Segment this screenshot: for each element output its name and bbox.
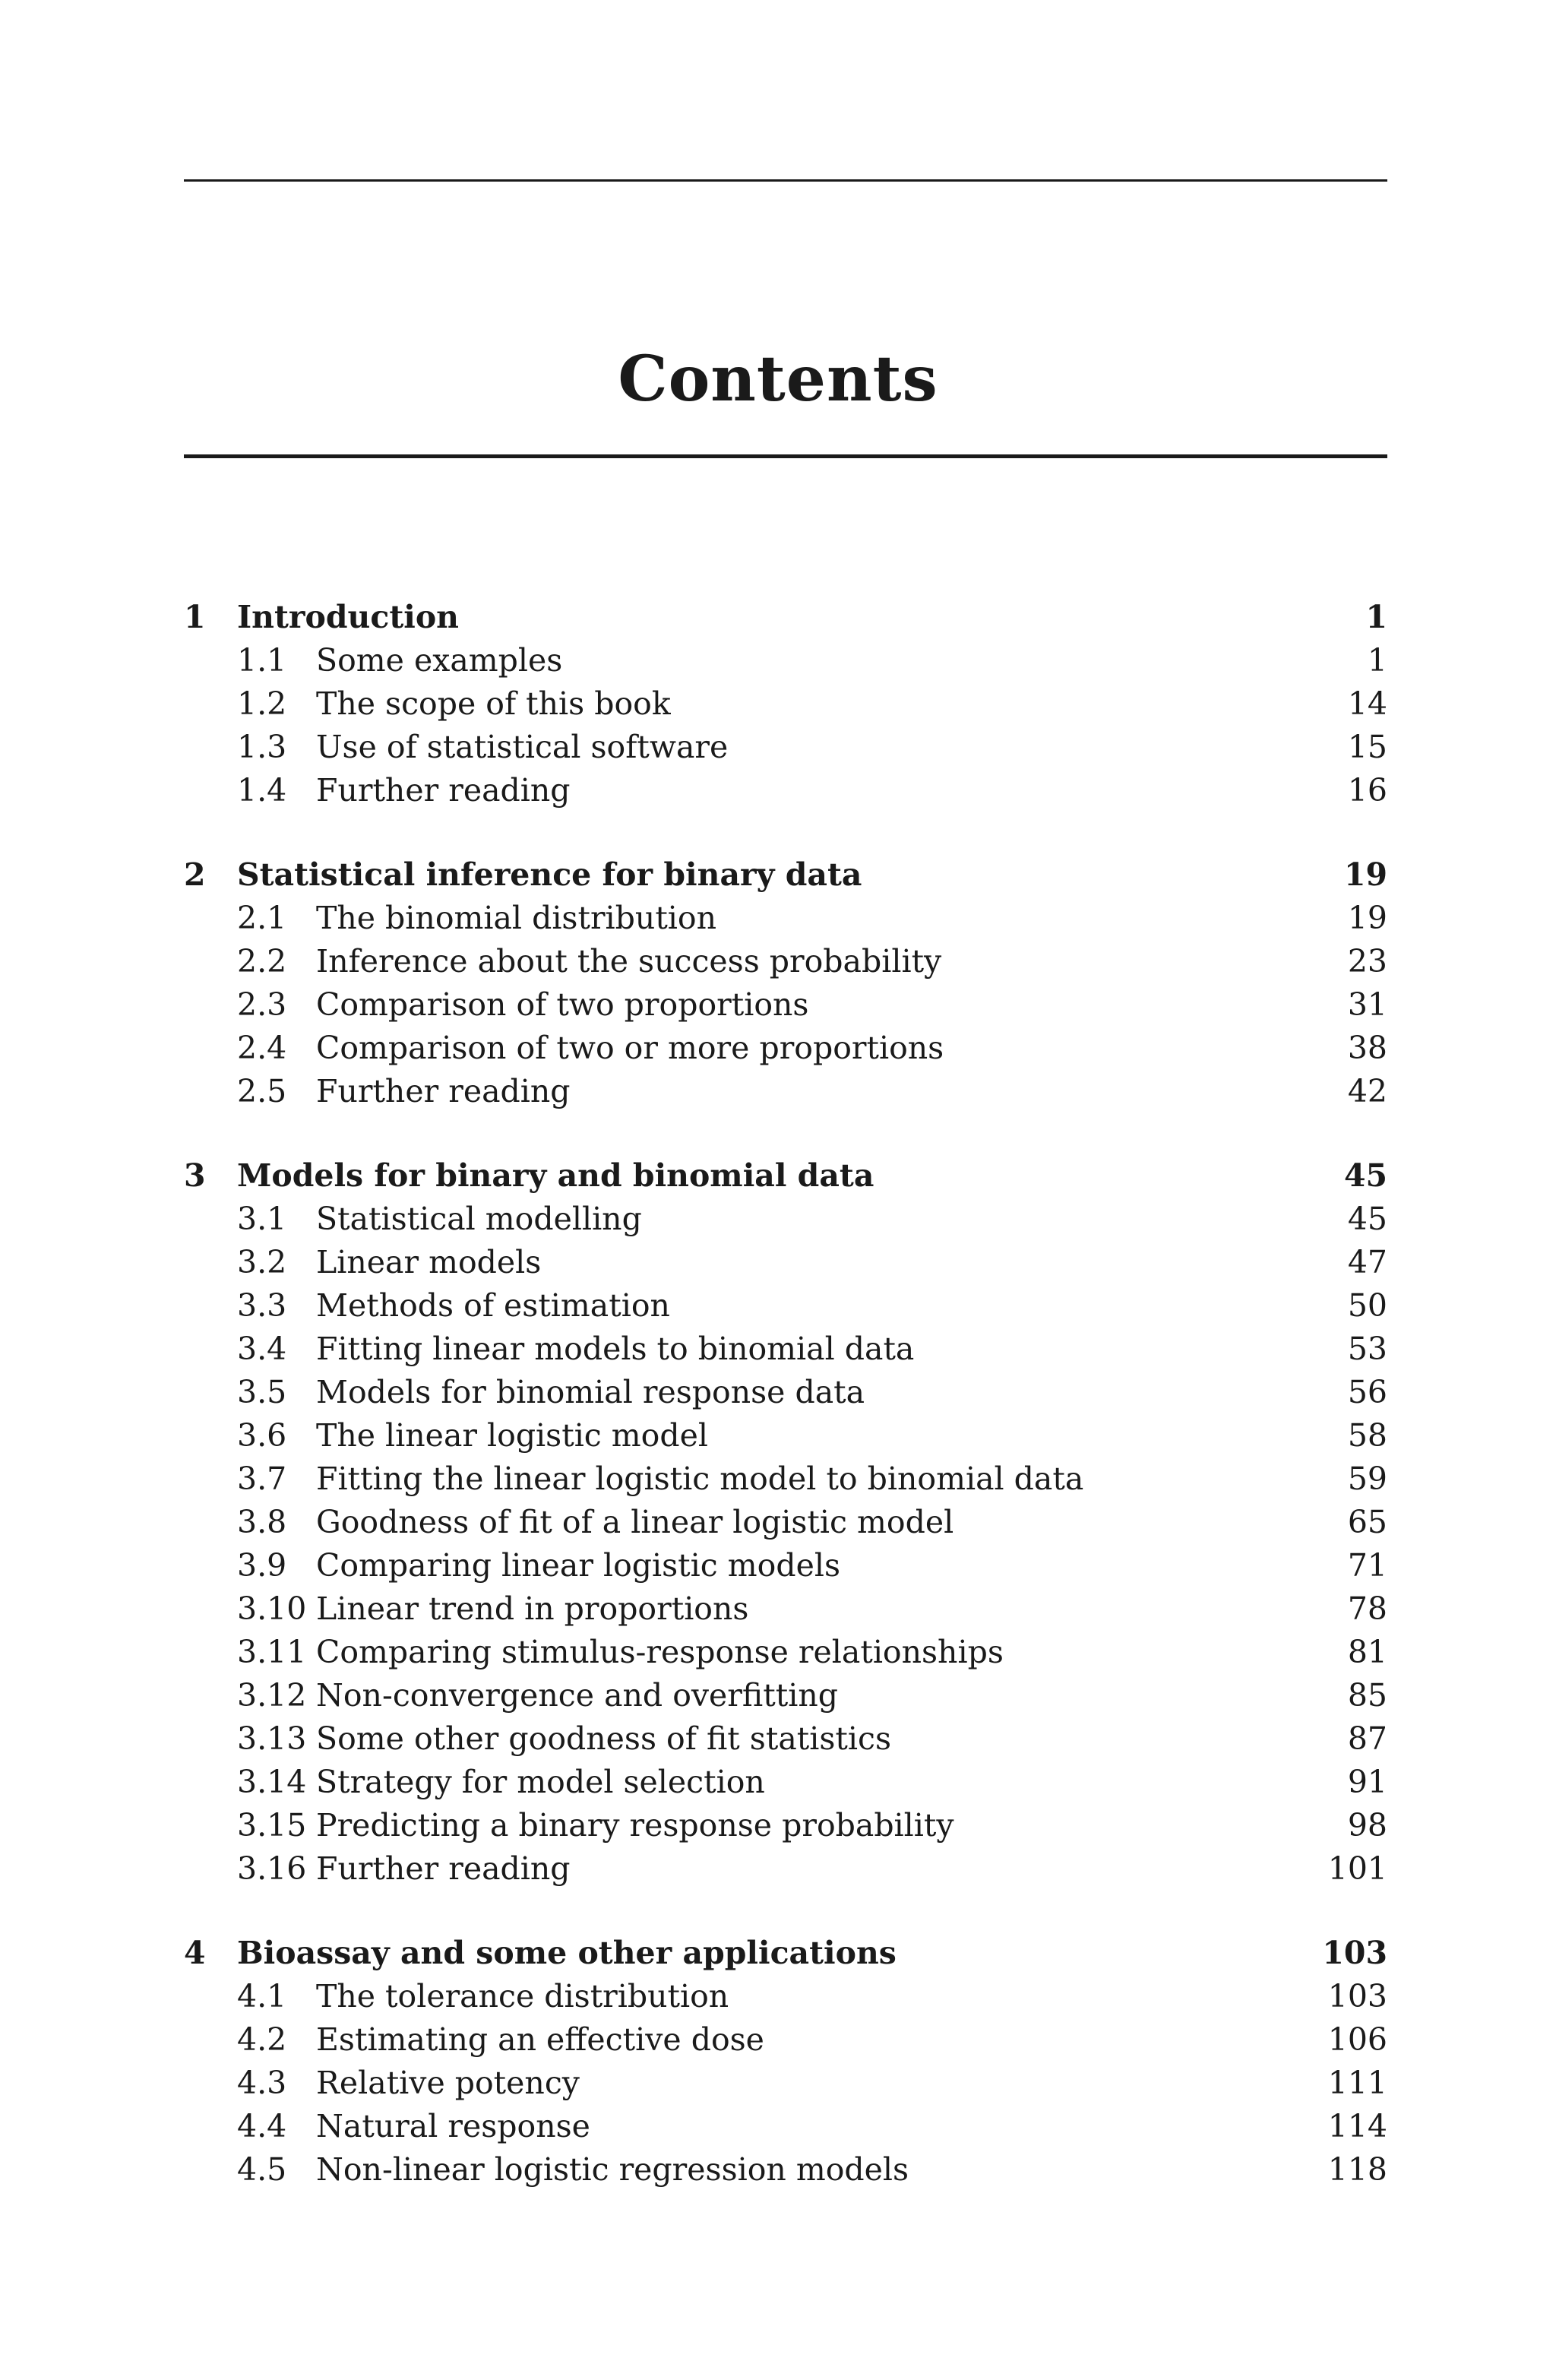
section-title: Some other goodness of fit statistics — [316, 1720, 891, 1757]
section-number: 3.12 — [237, 1677, 307, 1714]
toc-section-row[interactable] — [184, 983, 1387, 1027]
section-title: Models for binomial response data — [316, 1374, 865, 1410]
section-page-number: 91 — [1347, 1764, 1387, 1800]
section-page-number: 65 — [1347, 1504, 1387, 1540]
section-title: Fitting linear models to binomial data — [316, 1331, 915, 1367]
section-number: 4.3 — [237, 2065, 287, 2101]
chapter-page-number: 103 — [1322, 1935, 1387, 1971]
toc-chapter — [184, 853, 1387, 1113]
section-page-number: 78 — [1347, 1590, 1387, 1627]
section-title: Comparison of two proportions — [316, 986, 809, 1023]
section-page-number: 71 — [1347, 1547, 1387, 1584]
section-title: Natural response — [316, 2108, 590, 2144]
chapter-page-number: 45 — [1343, 1157, 1387, 1194]
chapter-page-number: 19 — [1343, 856, 1387, 893]
section-page-number: 53 — [1347, 1331, 1387, 1367]
section-title: Further reading — [316, 1850, 571, 1887]
toc-section-row[interactable] — [184, 2148, 1387, 2192]
section-number: 3.4 — [237, 1331, 287, 1367]
section-number: 3.8 — [237, 1504, 287, 1540]
section-page-number: 31 — [1347, 986, 1387, 1023]
section-number: 3.2 — [237, 1244, 287, 1280]
section-number: 3.14 — [237, 1764, 307, 1800]
toc-section-row[interactable] — [184, 1328, 1387, 1371]
section-page-number: 106 — [1327, 2021, 1387, 2058]
section-page-number: 103 — [1327, 1978, 1387, 2014]
section-title: Comparing stimulus-response relationships — [316, 1634, 1004, 1670]
section-number: 2.2 — [237, 943, 287, 980]
section-title: Estimating an effective dose — [316, 2021, 764, 2058]
chapter-number: 1 — [184, 599, 206, 635]
section-page-number: 114 — [1327, 2108, 1387, 2144]
section-page-number: 59 — [1347, 1461, 1387, 1497]
section-number: 2.4 — [237, 1030, 287, 1066]
section-title: Inference about the success probability — [316, 943, 942, 980]
section-page-number: 16 — [1347, 772, 1387, 809]
section-number: 3.9 — [237, 1547, 287, 1584]
section-title: Non-convergence and overfitting — [316, 1677, 838, 1714]
section-title: Comparison of two or more proportions — [316, 1030, 944, 1066]
toc-section-row[interactable] — [184, 1027, 1387, 1070]
section-number: 3.3 — [237, 1287, 287, 1324]
section-page-number: 50 — [1347, 1287, 1387, 1324]
section-page-number: 58 — [1347, 1417, 1387, 1454]
toc-section-row[interactable] — [184, 940, 1387, 983]
section-title: Fitting the linear logistic model to binomial data — [316, 1461, 1084, 1497]
section-page-number: 111 — [1327, 2065, 1387, 2101]
section-number: 3.5 — [237, 1374, 287, 1410]
top-rule — [184, 179, 1387, 182]
section-number: 3.16 — [237, 1850, 307, 1887]
toc-section-row[interactable] — [184, 2018, 1387, 2062]
chapter-page-number: 1 — [1365, 599, 1387, 635]
section-number: 3.6 — [237, 1417, 287, 1454]
section-number: 3.10 — [237, 1590, 307, 1627]
toc-chapter-row[interactable] — [184, 1154, 1387, 1198]
toc-chapter-row[interactable] — [184, 1932, 1387, 1975]
section-title: The scope of this book — [316, 685, 671, 722]
section-number: 1.3 — [237, 729, 287, 765]
toc-chapter — [184, 1932, 1387, 2192]
toc-section-row[interactable] — [184, 1847, 1387, 1891]
section-page-number: 1 — [1367, 642, 1387, 679]
section-page-number: 19 — [1347, 900, 1387, 936]
section-page-number: 42 — [1347, 1073, 1387, 1109]
section-title: Comparing linear logistic models — [316, 1547, 840, 1584]
toc-chapter — [184, 1154, 1387, 1891]
section-number: 4.2 — [237, 2021, 287, 2058]
chapter-number: 4 — [184, 1935, 206, 1971]
section-page-number: 101 — [1327, 1850, 1387, 1887]
toc-chapter-row[interactable] — [184, 596, 1387, 639]
section-number: 3.7 — [237, 1461, 287, 1497]
section-number: 4.5 — [237, 2151, 287, 2188]
title-rule — [184, 454, 1387, 458]
section-page-number: 98 — [1347, 1807, 1387, 1844]
section-page-number: 38 — [1347, 1030, 1387, 1066]
section-title: Linear trend in proportions — [316, 1590, 749, 1627]
toc-section-row[interactable] — [184, 1070, 1387, 1113]
section-title: Methods of estimation — [316, 1287, 670, 1324]
toc-section-row[interactable] — [184, 1975, 1387, 2018]
toc-section-row[interactable] — [184, 1804, 1387, 1847]
section-number: 3.13 — [237, 1720, 307, 1757]
toc-section-row[interactable] — [184, 1241, 1387, 1284]
toc-section-row[interactable] — [184, 639, 1387, 682]
toc-section-row[interactable] — [184, 897, 1387, 940]
toc-section-row[interactable] — [184, 1284, 1387, 1328]
section-page-number: 47 — [1347, 1244, 1387, 1280]
section-title: Further reading — [316, 1073, 571, 1109]
section-number: 2.1 — [237, 900, 287, 936]
chapter-title: Bioassay and some other applications — [237, 1935, 897, 1971]
toc-section-row[interactable] — [184, 1198, 1387, 1241]
section-title: Some examples — [316, 642, 563, 679]
section-title: Relative potency — [316, 2065, 580, 2101]
chapter-number: 3 — [184, 1157, 206, 1194]
toc-section-row[interactable] — [184, 1501, 1387, 1544]
section-page-number: 118 — [1327, 2151, 1387, 2188]
toc-section-row[interactable] — [184, 769, 1387, 812]
section-title: The binomial distribution — [316, 900, 716, 936]
toc-section-row[interactable] — [184, 1371, 1387, 1414]
chapter-title: Models for binary and binomial data — [237, 1157, 874, 1194]
chapter-title: Statistical inference for binary data — [237, 856, 862, 893]
section-title: The tolerance distribution — [316, 1978, 729, 2014]
toc-section-row[interactable] — [184, 2062, 1387, 2105]
section-page-number: 87 — [1347, 1720, 1387, 1757]
section-title: Linear models — [316, 1244, 542, 1280]
section-title: Non-linear logistic regression models — [316, 2151, 909, 2188]
section-page-number: 45 — [1347, 1201, 1387, 1237]
toc-section-row[interactable] — [184, 1587, 1387, 1631]
section-title: Strategy for model selection — [316, 1764, 765, 1800]
section-page-number: 15 — [1347, 729, 1387, 765]
section-page-number: 23 — [1347, 943, 1387, 980]
section-number: 1.4 — [237, 772, 287, 809]
section-number: 3.15 — [237, 1807, 307, 1844]
section-number: 2.3 — [237, 986, 287, 1023]
toc-section-row[interactable] — [184, 682, 1387, 726]
section-page-number: 56 — [1347, 1374, 1387, 1410]
section-title: Use of statistical software — [316, 729, 729, 765]
section-number: 3.1 — [237, 1201, 287, 1237]
table-of-contents — [184, 596, 1387, 2233]
toc-section-row[interactable] — [184, 1414, 1387, 1457]
section-page-number: 85 — [1347, 1677, 1387, 1714]
toc-section-row[interactable] — [184, 2105, 1387, 2148]
section-number: 3.11 — [237, 1634, 307, 1670]
section-page-number: 14 — [1347, 685, 1387, 722]
section-number: 1.1 — [237, 642, 287, 679]
toc-section-row[interactable] — [184, 1544, 1387, 1587]
toc-section-row[interactable] — [184, 1717, 1387, 1761]
toc-section-row[interactable] — [184, 726, 1387, 769]
page-title: Contents — [618, 343, 938, 416]
toc-chapter — [184, 596, 1387, 812]
toc-section-row[interactable] — [184, 1761, 1387, 1804]
section-number: 4.1 — [237, 1978, 287, 2014]
section-number: 2.5 — [237, 1073, 287, 1109]
section-title: The linear logistic model — [316, 1417, 708, 1454]
section-title: Goodness of fit of a linear logistic model — [316, 1504, 954, 1540]
toc-chapter-row[interactable] — [184, 853, 1387, 897]
toc-section-row[interactable] — [184, 1457, 1387, 1501]
section-page-number: 81 — [1347, 1634, 1387, 1670]
section-title: Further reading — [316, 772, 571, 809]
section-number: 1.2 — [237, 685, 287, 722]
section-title: Predicting a binary response probability — [316, 1807, 954, 1844]
toc-section-row[interactable] — [184, 1674, 1387, 1717]
toc-section-row[interactable] — [184, 1631, 1387, 1674]
section-title: Statistical modelling — [316, 1201, 642, 1237]
chapter-title: Introduction — [237, 599, 459, 635]
section-number: 4.4 — [237, 2108, 287, 2144]
chapter-number: 2 — [184, 856, 206, 893]
